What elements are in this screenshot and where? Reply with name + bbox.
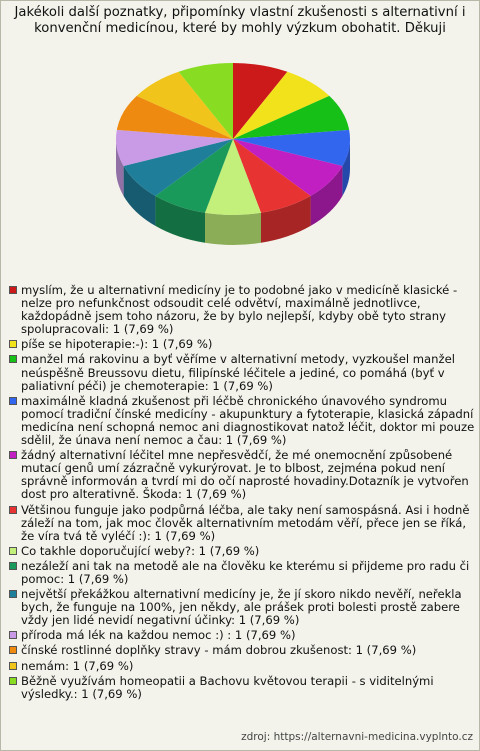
legend-label: maximálně kladná zkušenost při léčbě chronického únavového syndromu pomocí tradiční čínské medicíny - akupunktury a fytoterapie, klasická západní medicína není schopná nemoc ani diagnostikovat natož léčit, doktor mi pouze sdělil, že únava není nemoc a čau: 1 (7,69 %) <box>21 393 475 448</box>
legend-label: Běžně využívám homeopatii a Bachovu květovou terapii - s viditelnými výsledky.: 1 (7,69 %) <box>21 673 434 701</box>
legend-label: příroda má lék na každou nemoc :) : 1 (7,69 %) <box>21 628 296 643</box>
legend-swatch <box>9 286 17 294</box>
legend-item <box>9 560 475 586</box>
pie-slice-side <box>205 213 261 245</box>
legend-item <box>9 338 475 351</box>
legend-item <box>9 588 475 627</box>
legend-item <box>9 660 475 673</box>
legend-label: píše se hipoterapie:-): 1 (7,69 %) <box>21 337 213 352</box>
legend-swatch <box>9 590 17 598</box>
legend-swatch <box>9 451 17 459</box>
legend-item <box>9 675 475 701</box>
legend-swatch <box>9 340 17 348</box>
legend-item <box>9 449 475 501</box>
legend-label: žádný alternativní léčitel mne nepřesvědčí, že mé onemocnění způsobené mutací genů umí zázračně vykurýrovat. Je to blbost, zejména pokud není správně informován a tvrdí mi do očí naprosté hovadiny.Dotazník je vytvořen dost pro alterativně. Škoda: 1 (7,69 %) <box>21 448 469 502</box>
legend-swatch <box>9 662 17 670</box>
legend-item <box>9 545 475 558</box>
legend-item <box>9 284 475 336</box>
legend-item <box>9 644 475 657</box>
legend-swatch <box>9 646 17 654</box>
legend-label: Většinou funguje jako podpůrná léčba, ale taky není samospásná. Asi i hodně záleží na tom, jak moc člověk alternativním metodám věří, přece jen se říká, že víra tvá tě vyléčí :): 1 (7,69 %) <box>21 502 470 543</box>
legend-label: nezáleží ani tak na metodě ale na člověku ke kterému si přijdeme pro radu či pomoc: 1 (7,69 %) <box>21 558 470 586</box>
legend-swatch <box>9 631 17 639</box>
legend-label: myslím, že u alternativní medicíny je to podobné jako v medicíně klasické - nelze pro nefunkčnost odsoudit celé odvětví, maximálně jednotlivce, každopádně jsem toho názoru, že by bylo nejlepší, kdyby obě tyto strany spolupracovali: 1 (7,69 %) <box>21 283 458 337</box>
legend-item <box>9 395 475 447</box>
pie-chart <box>1 41 479 266</box>
legend-swatch <box>9 397 17 405</box>
legend-item <box>9 504 475 543</box>
legend-swatch <box>9 547 17 555</box>
legend-label: nemám: 1 (7,69 %) <box>21 658 134 673</box>
legend-label: Co takhle doporučující weby?: 1 (7,69 %) <box>21 543 260 558</box>
legend-item <box>9 629 475 642</box>
legend-item <box>9 353 475 392</box>
legend-swatch <box>9 355 17 363</box>
source-note: zdroj: https://alternavni-medicina.vyplnto.cz <box>241 731 473 743</box>
legend-swatch <box>9 506 17 514</box>
legend-swatch <box>9 677 17 685</box>
legend-label: největší překážkou alternativní medicíny je, že jí skoro nikdo nevěří, neřekla bych, že funguje na 100%, jen někdy, ale prášek proti bolesti prostě zabere vždy jen lidé nevidí negativní účinky: 1 (7,69 %) <box>21 587 462 628</box>
chart-legend <box>9 284 475 703</box>
legend-swatch <box>9 562 17 570</box>
legend-label: čínské rostlinné doplňky stravy - mám dobrou zkušenost: 1 (7,69 %) <box>21 643 417 658</box>
legend-label: manžel má rakovinu a byť věříme v alternativní metody, vyzkoušel manžel neúspěšně Breussovu dietu, filipínské léčitele a jediné, co pomáhá (byť v paliativní péči) je chemoterapie: 1 (7,69 %) <box>21 352 455 393</box>
chart-title: Jakékoli další poznatky, připomínky vlastní zkušenosti s alternativní i konvenční medicínou, které by mohly výzkum obohatit. Děkuji <box>14 5 466 36</box>
